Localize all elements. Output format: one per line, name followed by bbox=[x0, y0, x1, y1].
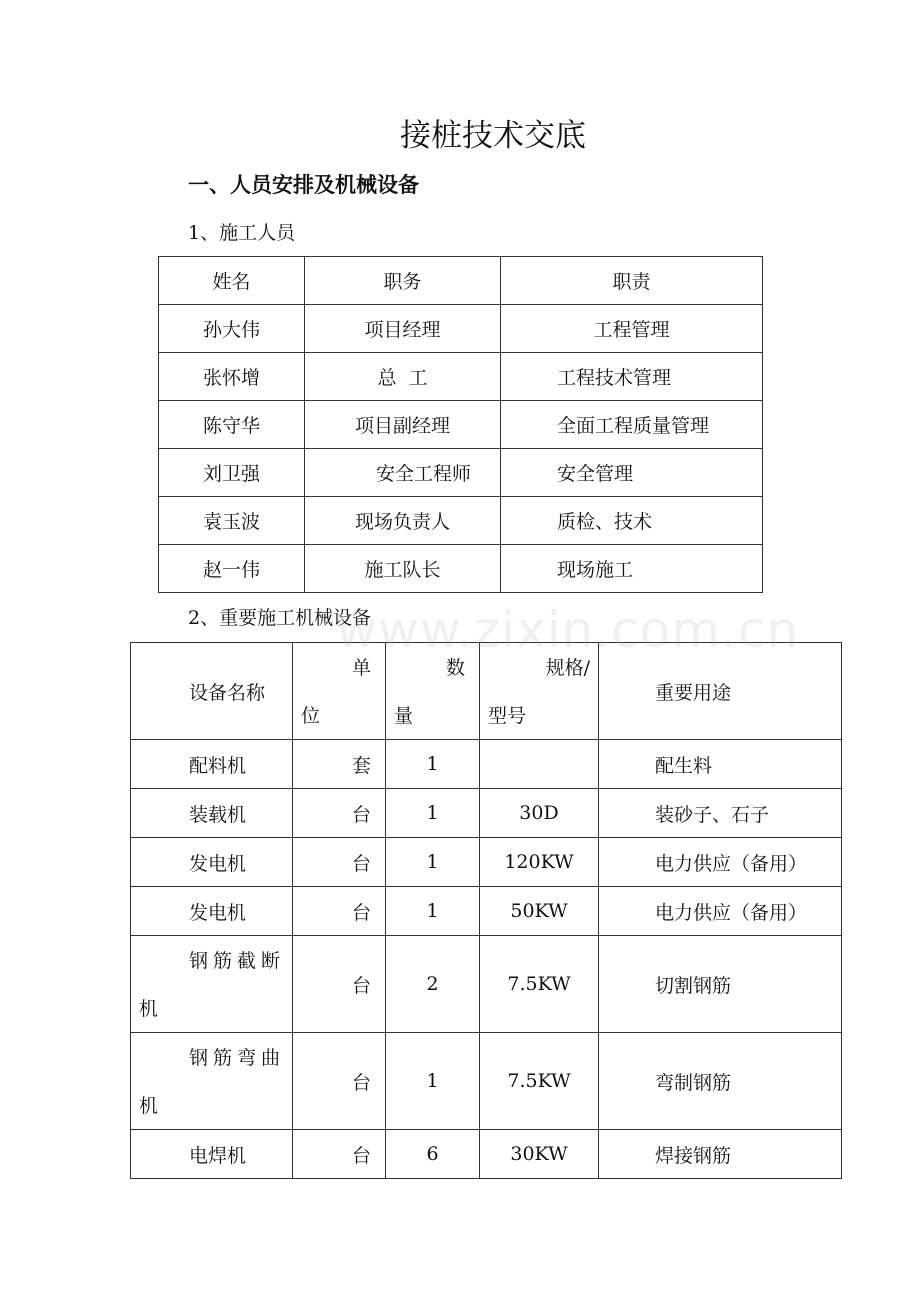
equipment-use: 配生料 bbox=[599, 740, 842, 789]
staff-name: 刘卫强 bbox=[159, 449, 305, 497]
table-row bbox=[131, 887, 842, 936]
header-qty-bottom: 量 bbox=[394, 705, 414, 727]
equipment-header-spec bbox=[480, 643, 599, 740]
equipment-spec: 30D bbox=[480, 789, 599, 838]
equipment-qty: 1 bbox=[386, 887, 480, 936]
equipment-table bbox=[130, 642, 842, 1179]
equipment-header-name: 设备名称 bbox=[131, 643, 293, 740]
staff-duty: 现场施工 bbox=[501, 545, 763, 593]
staff-table bbox=[158, 256, 763, 593]
staff-name: 陈守华 bbox=[159, 401, 305, 449]
staff-role: 施工队长 bbox=[305, 545, 501, 593]
staff-name: 袁玉波 bbox=[159, 497, 305, 545]
equipment-name: 发电机 bbox=[131, 887, 293, 936]
equipment-name: 发电机 bbox=[131, 838, 293, 887]
table-row bbox=[159, 449, 763, 497]
table-row bbox=[131, 1130, 842, 1179]
equipment-spec: 30KW bbox=[480, 1130, 599, 1179]
staff-name: 张怀增 bbox=[159, 353, 305, 401]
staff-caption: 1、施工人员 bbox=[188, 222, 296, 244]
equipment-header-qty bbox=[386, 643, 480, 740]
equipment-unit: 套 bbox=[293, 740, 386, 789]
staff-duty: 全面工程质量管理 bbox=[501, 401, 763, 449]
equipment-use: 切割钢筋 bbox=[599, 936, 842, 1033]
staff-header-role: 职务 bbox=[305, 257, 501, 305]
equipment-use: 装砂子、石子 bbox=[599, 789, 842, 838]
staff-role: 总 工 bbox=[305, 353, 501, 401]
equipment-spec: 50KW bbox=[480, 887, 599, 936]
equipment-header-row bbox=[131, 643, 842, 740]
equipment-spec: 7.5KW bbox=[480, 1033, 599, 1130]
equipment-name-line2: 机 bbox=[139, 998, 159, 1020]
equipment-name-line2: 机 bbox=[139, 1095, 159, 1117]
table-row bbox=[159, 545, 763, 593]
equipment-spec: 120KW bbox=[480, 838, 599, 887]
equipment-name bbox=[131, 1033, 293, 1130]
equipment-qty: 1 bbox=[386, 789, 480, 838]
equipment-name: 配料机 bbox=[131, 740, 293, 789]
equipment-spec: 7.5KW bbox=[480, 936, 599, 1033]
equipment-qty: 6 bbox=[386, 1130, 480, 1179]
table-row bbox=[159, 353, 763, 401]
staff-role: 项目副经理 bbox=[305, 401, 501, 449]
equipment-qty: 2 bbox=[386, 936, 480, 1033]
equipment-use: 弯制钢筋 bbox=[599, 1033, 842, 1130]
staff-name: 孙大伟 bbox=[159, 305, 305, 353]
equipment-use: 电力供应（备用） bbox=[599, 887, 842, 936]
equipment-name: 装载机 bbox=[131, 789, 293, 838]
table-row bbox=[131, 1033, 842, 1130]
header-unit-top: 单 bbox=[351, 657, 371, 679]
equipment-name-line1: 钢筋截断 bbox=[189, 950, 286, 972]
section-heading: 一、人员安排及机械设备 bbox=[188, 173, 419, 197]
header-unit-bottom: 位 bbox=[301, 705, 321, 727]
table-row bbox=[131, 936, 842, 1033]
watermark: www.zixin.com.cn bbox=[336, 601, 800, 659]
equipment-header-use: 重要用途 bbox=[599, 643, 842, 740]
table-row bbox=[159, 497, 763, 545]
equipment-caption: 2、重要施工机械设备 bbox=[188, 607, 372, 629]
staff-header-row bbox=[159, 257, 763, 305]
equipment-unit: 台 bbox=[293, 789, 386, 838]
staff-header-name: 姓名 bbox=[159, 257, 305, 305]
staff-duty: 安全管理 bbox=[501, 449, 763, 497]
header-spec-top: 规格/ bbox=[545, 657, 590, 679]
equipment-use: 焊接钢筋 bbox=[599, 1130, 842, 1179]
equipment-use: 电力供应（备用） bbox=[599, 838, 842, 887]
table-row bbox=[131, 789, 842, 838]
staff-duty: 工程技术管理 bbox=[501, 353, 763, 401]
equipment-unit: 台 bbox=[293, 936, 386, 1033]
header-spec-bottom: 型号 bbox=[488, 705, 527, 727]
equipment-spec bbox=[480, 740, 599, 789]
staff-role: 项目经理 bbox=[305, 305, 501, 353]
staff-header-duty: 职责 bbox=[501, 257, 763, 305]
equipment-unit: 台 bbox=[293, 1033, 386, 1130]
header-qty-top: 数 bbox=[445, 657, 465, 679]
equipment-qty: 1 bbox=[386, 838, 480, 887]
equipment-unit: 台 bbox=[293, 838, 386, 887]
document-title: 接桩技术交底 bbox=[400, 118, 586, 154]
table-row bbox=[131, 838, 842, 887]
table-row bbox=[159, 305, 763, 353]
staff-name: 赵一伟 bbox=[159, 545, 305, 593]
equipment-unit: 台 bbox=[293, 887, 386, 936]
staff-role: 安全工程师 bbox=[305, 449, 501, 497]
equipment-name: 电焊机 bbox=[131, 1130, 293, 1179]
table-row bbox=[131, 740, 842, 789]
equipment-qty: 1 bbox=[386, 740, 480, 789]
equipment-header-unit bbox=[293, 643, 386, 740]
equipment-qty: 1 bbox=[386, 1033, 480, 1130]
equipment-name bbox=[131, 936, 293, 1033]
staff-duty: 质检、技术 bbox=[501, 497, 763, 545]
equipment-name-line1: 钢筋弯曲 bbox=[189, 1047, 286, 1069]
staff-role: 现场负责人 bbox=[305, 497, 501, 545]
staff-duty: 工程管理 bbox=[501, 305, 763, 353]
equipment-unit: 台 bbox=[293, 1130, 386, 1179]
table-row bbox=[159, 401, 763, 449]
